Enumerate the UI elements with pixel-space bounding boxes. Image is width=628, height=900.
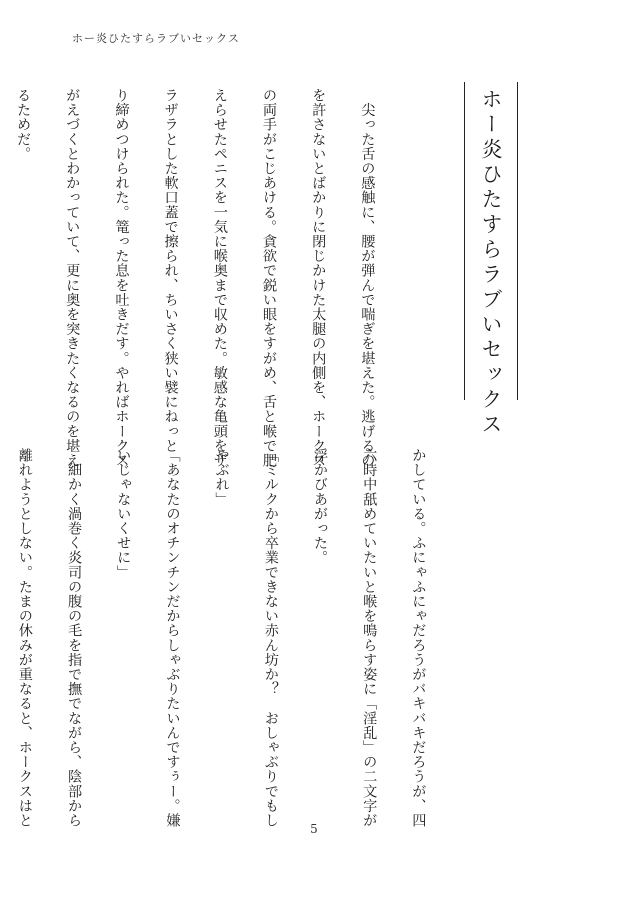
text-line: ラザラとした軟口蓋で擦られ、ちいさく狭い襞にねっと [162, 88, 179, 453]
running-head: ホー炎ひたすらラブいセックス [72, 32, 240, 45]
text-line: 離れようとしない。たまの休みが重なると、ホークスはと [16, 448, 33, 828]
page-number: 5 [310, 822, 318, 836]
text-line: 細かく渦巻く炎司の腹の毛を指で撫でながら、陰部から [66, 448, 83, 828]
upper-text-block [15, 88, 404, 468]
text-line: 「あなたのオチンチンだからしゃぶりたいんですぅー。嫌 [164, 448, 181, 828]
text-line: るためだ。 [15, 88, 32, 161]
text-line: やぶれ」 [213, 448, 230, 507]
chapter-title: ホー炎ひたすらラブいセックス [479, 88, 503, 438]
text-line: えらせたペニスを一気に喉奥まで収めた。敏感な亀頭をザ [211, 88, 228, 468]
text-line: 六時中舐めていたいと喉を鳴らす姿に「淫乱」の二文字が [361, 448, 378, 828]
title-rule-left [464, 82, 465, 400]
text-line: かしている。ふにゃふにゃだろうがバキバキだろうが、四 [410, 448, 427, 828]
text-line: を許さないとばかりに閉じかけた太腿の内側を、ホークス [310, 88, 327, 468]
text-line: 尖った舌の感触に、腰が弾んで喘ぎを堪えた。逃げるの [359, 88, 376, 468]
text-line: の両手がこじあける。貪欲で鋭い眼をすがめ、舌と喉で肥 [261, 88, 278, 468]
text-line: 浮かびあがった。 [312, 448, 329, 565]
chapter-title-box [464, 82, 518, 438]
text-line: いじゃないくせに」 [115, 448, 132, 580]
text-line: り締めつけられた。篭った息を吐きだす。やればホークス [113, 88, 130, 468]
text-line: 「ミルクから卒業できない赤ん坊か？ おしゃぶりでもし [262, 448, 279, 828]
title-rule-right [517, 82, 518, 400]
text-line: がえづくとわかっていて、更に奥を突きたくなるのを堪え [64, 88, 81, 468]
lower-text-block [16, 448, 455, 834]
